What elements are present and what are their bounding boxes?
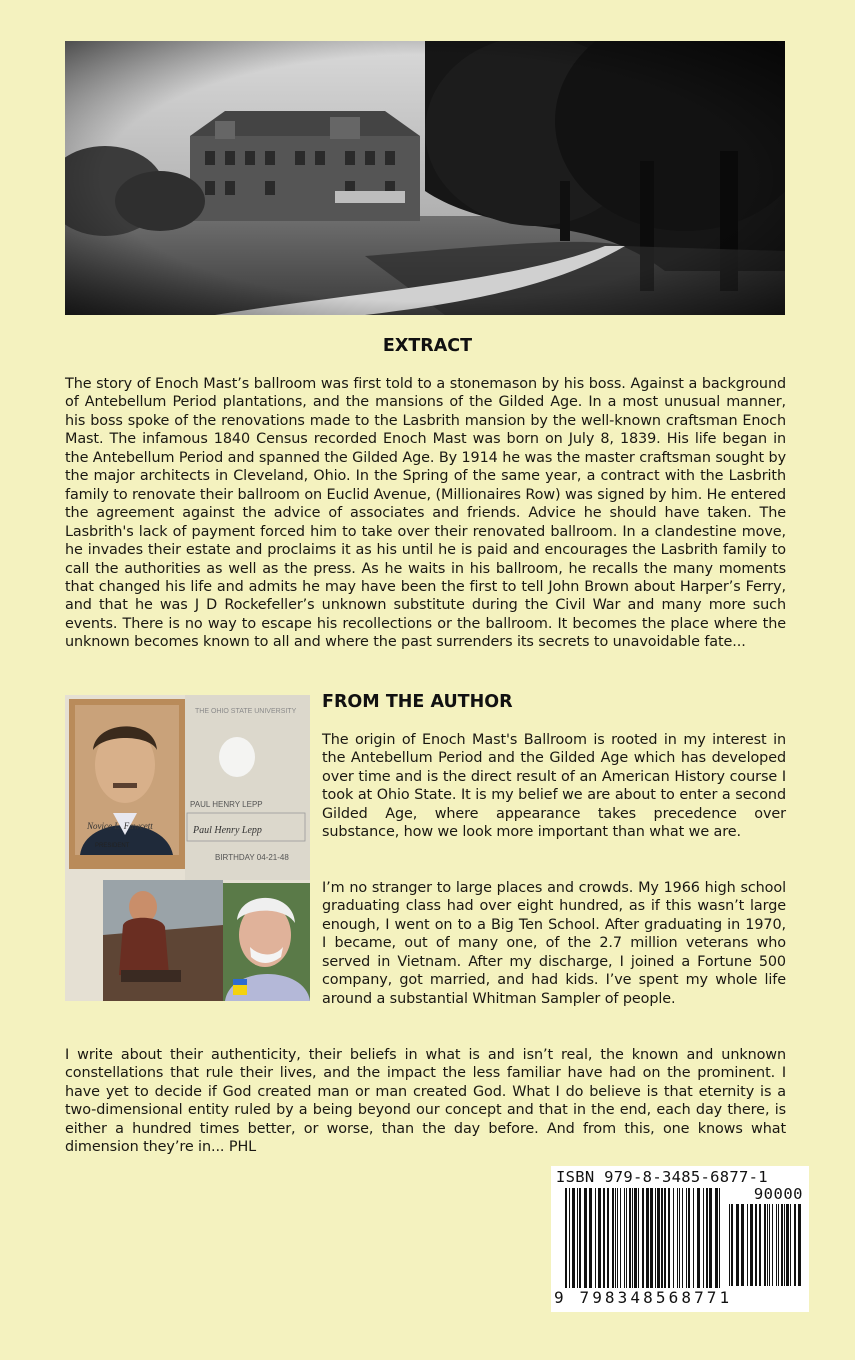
barcode-bar bbox=[642, 1188, 644, 1292]
barcode-bar bbox=[697, 1188, 700, 1292]
extract-text: The story of Enoch Mast’s ballroom was first told to a stonemason by his boss. Against a background of Antebellum Period plantations, and the mansions of the Gilded Age. In a most unusual manner, his boss spoke of the renovations made to the Lasbrith mansion by the well-known craftsman Enoch Mast. The infamous 1840 Census recorded Enoch Mast was born on July 8, 1839. His life began in the Antebellum Period and spanned the Gilded Age. By 1914 he was the master craftsman sought by the major architects in Cleveland, Ohio. In the Spring of the same year, a contract with the Lasbrith family to renovate their ballroom on Euclid Avenue, (Millionaires Row) was signed by him. He entered the agreement against the advice of associates and friends. Advice he should have taken. The Lasbrith's lack of payment forced him to take over their renovated ballroom. In a clandestine move, he invades their estate and proclaims it as his until he is paid and encourages the Lasbrith family to call the authorities as well as the press. As he waits in his ballroom, he recalls the many moments that changed his life and admits he may have been the first to tell John Brown about Harper’s Ferry, and that he was J D Rockefeller’s unknown substitute during the Civil War and many more such events. There is no way to escape his recollections or the ballroom. It becomes the place where the unknown becomes known to all and where the past surrenders its secrets to unavoidable fate... bbox=[65, 376, 786, 651]
barcode-bar bbox=[612, 1188, 614, 1292]
barcode-bar bbox=[759, 1204, 761, 1286]
id-card-university: THE OHIO STATE UNIVERSITY bbox=[195, 708, 297, 715]
barcode-bar bbox=[634, 1188, 637, 1292]
price-code: 90000 bbox=[753, 1185, 803, 1203]
barcode-bar bbox=[755, 1204, 757, 1286]
barcode-bar bbox=[709, 1188, 712, 1292]
barcode-bar bbox=[615, 1188, 616, 1292]
barcode-bar bbox=[741, 1204, 744, 1286]
barcode-bar bbox=[790, 1204, 791, 1286]
barcode-bar bbox=[731, 1204, 733, 1286]
barcode-bar bbox=[603, 1188, 605, 1292]
barcode-bar bbox=[786, 1204, 789, 1286]
id-card-name: PAUL HENRY LEPP bbox=[190, 800, 263, 809]
barcode-bar bbox=[607, 1188, 609, 1292]
barcode-bar bbox=[719, 1188, 720, 1292]
id-card-president-label: PRESIDENT bbox=[95, 843, 130, 849]
barcode-bar bbox=[682, 1188, 683, 1292]
barcode-bar bbox=[776, 1204, 777, 1286]
barcode-bar bbox=[729, 1204, 730, 1286]
barcode-bar bbox=[657, 1188, 660, 1292]
barcode-number: 798348568771 bbox=[579, 1288, 733, 1307]
barcode-bar bbox=[646, 1188, 649, 1292]
author-paragraph-1: The origin of Enoch Mast's Ballroom is rooted in my interest in the Antebellum Period and the Gilded Age which has developed over time and is the direct result of an American History course I took at Ohio State. It is my belief we are about to enter a second Gilded Age, where appearance takes precedence over substance, how we look more important than what we are. bbox=[322, 732, 786, 841]
barcode-bar bbox=[767, 1204, 768, 1286]
barcode-bar bbox=[679, 1188, 680, 1292]
barcode-bar bbox=[693, 1188, 694, 1292]
barcode-bar bbox=[736, 1204, 739, 1286]
id-card-birthday: BIRTHDAY 04-21-48 bbox=[215, 853, 289, 862]
barcode-bar bbox=[572, 1188, 575, 1292]
isbn-number: ISBN 979-8-3485-6877-1 bbox=[556, 1168, 768, 1186]
mansion-photo bbox=[65, 41, 785, 315]
barcode-bar bbox=[798, 1204, 801, 1286]
barcode-bar bbox=[589, 1188, 592, 1292]
barcode-bar bbox=[688, 1188, 690, 1292]
barcode-bar bbox=[579, 1188, 581, 1292]
author-title: FROM THE AUTHOR bbox=[322, 692, 513, 712]
barcode-bar bbox=[626, 1188, 627, 1292]
barcode-bar bbox=[715, 1188, 718, 1292]
barcode-bar bbox=[617, 1188, 618, 1292]
barcode-bar bbox=[794, 1204, 796, 1286]
barcode-bar bbox=[661, 1188, 663, 1292]
barcode-bar bbox=[569, 1188, 570, 1292]
barcode-bar bbox=[677, 1188, 678, 1292]
barcode-lead-digit: 9 bbox=[554, 1288, 567, 1307]
barcode-bar bbox=[747, 1204, 748, 1286]
barcode-bar bbox=[673, 1188, 674, 1292]
barcode-digits bbox=[554, 1288, 736, 1307]
barcode-bar bbox=[632, 1188, 633, 1292]
barcode-bar bbox=[629, 1188, 631, 1292]
barcode-bar bbox=[598, 1188, 601, 1292]
barcode-bar bbox=[764, 1204, 766, 1286]
barcode-bar bbox=[584, 1188, 587, 1292]
barcode-bar bbox=[638, 1188, 639, 1292]
barcode-bar bbox=[772, 1204, 773, 1286]
barcode-bar bbox=[664, 1188, 666, 1292]
barcode-bar bbox=[620, 1188, 621, 1292]
id-card-president-signature: Novice L. Fawcett bbox=[87, 821, 153, 831]
barcode-bar bbox=[781, 1204, 783, 1286]
extract-title: EXTRACT bbox=[382, 336, 473, 356]
barcode-bar bbox=[750, 1204, 753, 1286]
barcode-bar bbox=[668, 1188, 670, 1292]
barcode-bar bbox=[706, 1188, 708, 1292]
barcode-bar bbox=[650, 1188, 653, 1292]
barcode-bar bbox=[784, 1204, 785, 1286]
id-card-signature: Paul Henry Lepp bbox=[193, 825, 262, 836]
barcode-bar bbox=[565, 1188, 567, 1292]
barcode-bar bbox=[655, 1188, 656, 1292]
barcode-bar bbox=[778, 1204, 779, 1286]
barcode-bar bbox=[703, 1188, 704, 1292]
barcode-bar bbox=[595, 1188, 596, 1292]
barcode-bar bbox=[769, 1204, 770, 1286]
isbn-barcode bbox=[551, 1166, 809, 1312]
author-paragraph-2: I’m no stranger to large places and crowds. My 1966 high school graduating class had over eight hundred, as if this wasn’t large enough, I went on to a Big Ten School. After graduating in 1970, I became, out of many one, of the 2.7 million veterans who served in Vietnam. After my discharge, I joined a Fortune 500 company, got married, and had kids. I’ve spent my whole life around a substantial Whitman Sampler of people. bbox=[322, 880, 786, 1007]
author-paragraph-3: I write about their authenticity, their beliefs in what is and isn’t real, the known and unknown constellations that rule their lives, and the impact the less familiar have had on the prominent. I have yet to decide if God created man or man created God. What I do believe is that eternity is a two-dimensional entity ruled by a being beyond our concept and that in the end, each day there, is either a hundred times better, or worse, than the day before. And from this, one knows what dimension they’re in... PHL bbox=[65, 1047, 786, 1156]
barcode-bar bbox=[577, 1188, 578, 1292]
barcode-bar bbox=[686, 1188, 687, 1292]
barcode-bar bbox=[624, 1188, 625, 1292]
author-photo-collage bbox=[65, 695, 310, 1001]
